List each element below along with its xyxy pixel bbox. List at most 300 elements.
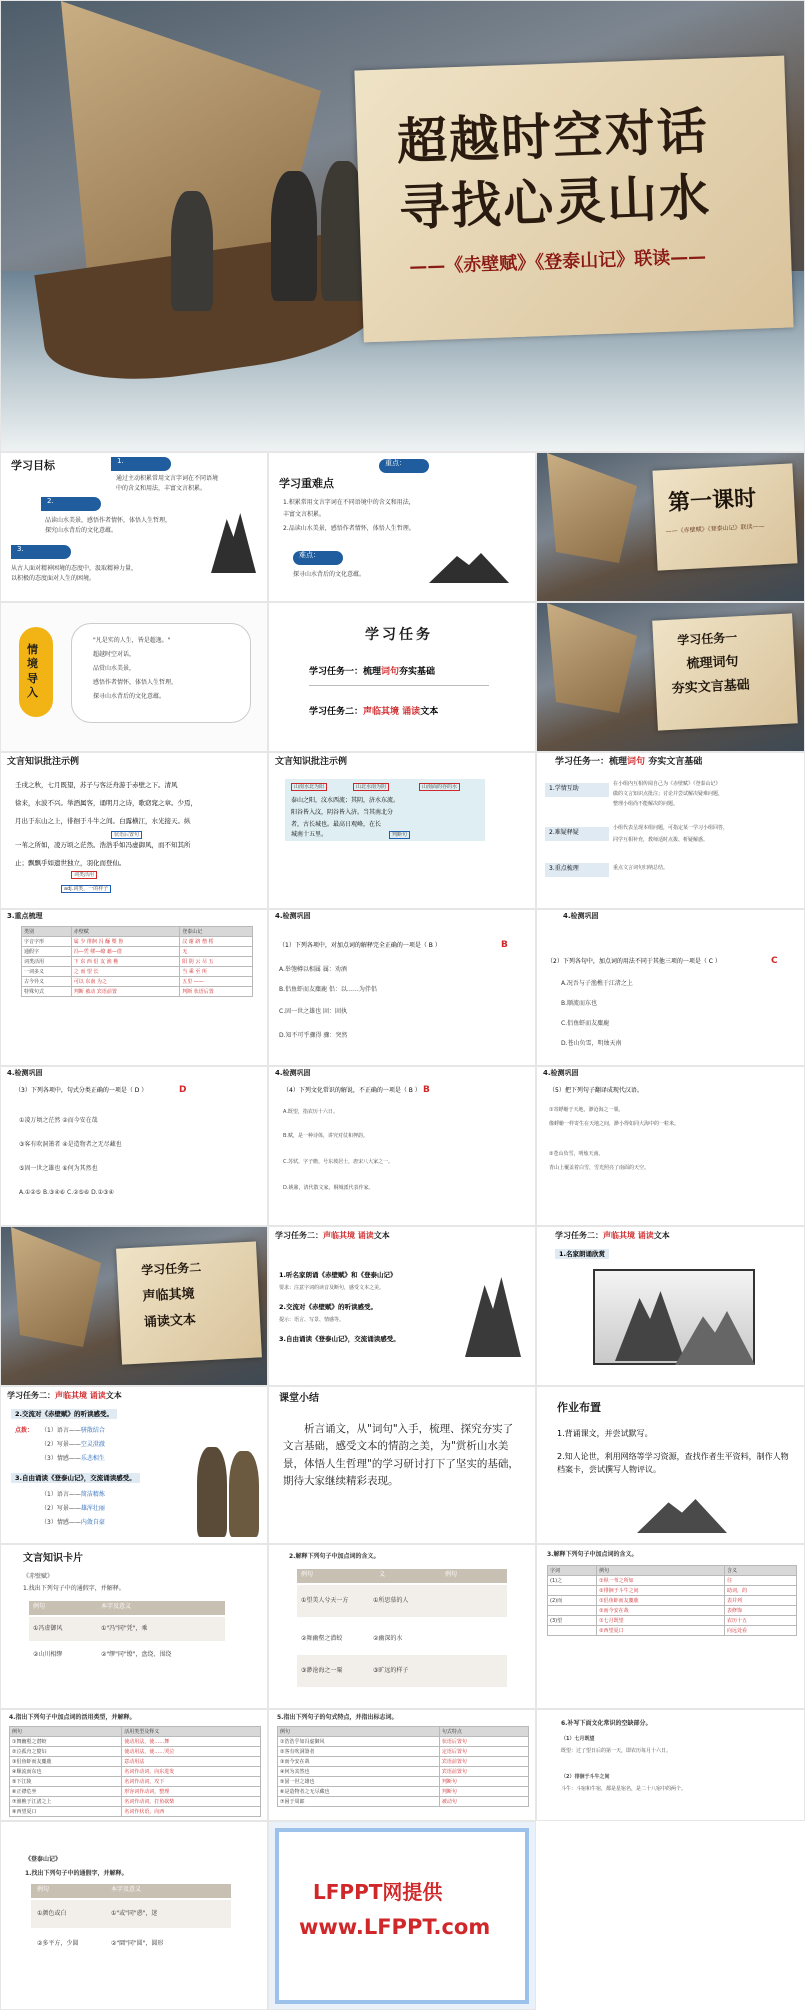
feedback-heading: 学习任务二：声临其境 诵读文本	[7, 1391, 122, 1400]
feedback-p2: （2）写景——空灵澄澈	[41, 1441, 105, 1448]
quiz3-answer: D	[179, 1085, 187, 1095]
review-table-row	[22, 967, 253, 977]
slide-quiz-4	[268, 1066, 536, 1226]
slide-task2-cover	[0, 1226, 268, 1386]
annotation2-line-4: 城南十五里。	[291, 831, 328, 838]
annotation1-note-2: 词类活用	[71, 871, 97, 879]
task2-step-3: 3.自由诵读《登泰山记》，交流诵读感受。	[279, 1335, 400, 1343]
card1-col-1: 例句	[33, 1603, 46, 1610]
card5-table	[277, 1726, 529, 1807]
card4-table-cell: ①舞幽壑之潜蛟	[10, 1737, 122, 1747]
card4-table-row	[10, 1777, 261, 1787]
slide-task1-steps	[536, 752, 805, 909]
card3-table-cell: 含义	[725, 1566, 797, 1576]
review-heading: 3.重点梳理	[7, 912, 43, 920]
card2-col-1: 例句	[301, 1571, 314, 1578]
task2-title-3: 诵读文本	[143, 1312, 197, 1331]
card5-table-cell: ⑤固一世之雄也	[278, 1777, 440, 1787]
goal-1a: 通过主动积累常用文言字词在不同语境	[116, 475, 219, 482]
quiz5-translation-2: 青山上覆盖着白雪，雪光照亮了南面的天空。	[549, 1165, 650, 1171]
scholar-figure-2	[229, 1451, 259, 1537]
feedback-sec-3: 3.自由诵读《登泰山记》，交流诵读感受。	[11, 1473, 140, 1483]
slide-homework	[536, 1386, 805, 1544]
goal-2a: 品读山水美景，感悟作者情怀，体悟人生哲理，	[45, 517, 172, 524]
annotation2-line-1: 泰山之阳，汶水西流；其阴，济水东流。	[291, 797, 400, 804]
slide-card-2	[268, 1544, 536, 1709]
slide-card-1	[0, 1544, 268, 1709]
card2-table-header	[297, 1569, 507, 1583]
cover-title-line1: 超越时空对话	[395, 101, 710, 172]
slide-intro	[0, 602, 268, 752]
card2-r2a: ②舞幽壑之潜蛟	[301, 1635, 343, 1642]
step-3-label: 3.重点梳理	[545, 863, 609, 877]
slide-card-5	[268, 1709, 536, 1821]
card4-table-row	[10, 1757, 261, 1767]
slide-lesson-one	[536, 452, 805, 602]
card5-table-cell: 被动句	[439, 1797, 528, 1807]
card3-table-cell	[548, 1626, 597, 1636]
slide-review-table	[0, 909, 268, 1066]
card4-table-row	[10, 1737, 261, 1747]
quiz5-sentence-1: ①寄蜉蝣于天地，渺沧海之一粟。	[549, 1107, 624, 1113]
goal-num-3: 3.	[11, 545, 71, 559]
card3-table-cell: ①七月既望	[597, 1616, 725, 1626]
review-table-cell: 通假字	[22, 947, 72, 957]
card5-table-cell: ③而今安在哉	[278, 1757, 440, 1767]
quiz3-item-2: ③客有吹洞箫者 ④是造物者之无尽藏也	[19, 1141, 122, 1148]
card7-col-1: 例句	[37, 1886, 50, 1893]
card5-table-cell: 例句	[278, 1727, 440, 1737]
card3-table-cell: 助词，的	[725, 1586, 797, 1596]
feedback-sec-2: 2.交流对《赤壁赋》的听读感受。	[11, 1409, 117, 1419]
quiz3-item-3: ⑤固一世之雄也 ⑥何为其然也	[19, 1165, 98, 1172]
card3-table-row	[548, 1616, 797, 1626]
card2-col-3: 例句	[445, 1571, 458, 1578]
annotation1-line-5: 止；飘飘乎如遗世独立，羽化而登仙。	[15, 859, 126, 867]
mountain-decoration	[429, 553, 509, 583]
review-table-row	[22, 947, 253, 957]
quiz4-heading: 4.检测巩固	[275, 1069, 311, 1077]
recitation-heading: 学习任务二：声临其境 诵读文本	[555, 1231, 670, 1240]
card6-p1: （1）七月既望	[561, 1736, 595, 1742]
task1-parchment	[652, 613, 798, 730]
intro-line-3: 品赏山水美景，	[93, 665, 136, 672]
review-table-cell: 阳 阴 云 尽 五	[180, 957, 253, 967]
key-heading: 学习重难点	[279, 477, 334, 490]
card4-table-cell: 活用类型及释义	[122, 1727, 261, 1737]
ink-landscape-decoration	[465, 1277, 521, 1357]
task-2: 学习任务二：声临其境 诵读文本	[309, 707, 439, 717]
review-table-cell: 古今异义	[22, 977, 72, 987]
card5-table-row	[278, 1767, 529, 1777]
card4-table-row	[10, 1807, 261, 1817]
homework-heading: 作业布置	[557, 1401, 601, 1414]
card3-table-row	[548, 1576, 797, 1586]
card5-table-cell: ⑦困于周郎	[278, 1797, 440, 1807]
card1-r2a: ②山川相缪	[33, 1651, 63, 1658]
card2-r2b: ②幽深的水	[373, 1635, 403, 1642]
intro-line-2: 超越时空对话，	[93, 651, 136, 658]
card3-table	[547, 1565, 797, 1636]
summary-heading: 课堂小结	[279, 1393, 319, 1404]
review-table-cell: 之 而 望 长	[71, 967, 179, 977]
card4-task: 4.指出下列句子中加点词的活用类型，并解释。	[9, 1714, 136, 1721]
quiz5-translation-1: 像蜉蝣一样寄生在天地之间，渺小得如同大海中的一粒米。	[549, 1121, 680, 1127]
card1-col-2: 本字及意义	[101, 1603, 132, 1610]
card5-table-row	[278, 1797, 529, 1807]
slide-card-7	[0, 1821, 268, 2010]
card5-table-cell: ②客有吹洞箫者	[278, 1747, 440, 1757]
quiz4-option-a: A.既望，指农历十六日。	[283, 1109, 338, 1115]
review-table-cell: 冯—凭 缪—缭 藉—借	[71, 947, 179, 957]
lesson-title: 第一课时	[667, 485, 757, 516]
card4-table-cell: ⑧西望夏口	[10, 1807, 122, 1817]
feedback-p1: （1）语言——骈散结合	[41, 1427, 105, 1434]
card4-table-cell: 例句	[10, 1727, 122, 1737]
task2-parchment	[116, 1241, 262, 1364]
credit-line-1: LFPPT网提供	[313, 1880, 443, 1904]
card3-table-cell: (3)望	[548, 1616, 597, 1626]
card4-table-cell: ④顺流而东也	[10, 1767, 122, 1777]
annotation2-tag-1: 山南水北为阳	[291, 783, 327, 791]
slide-feedback	[0, 1386, 268, 1544]
slide-card-3	[536, 1544, 805, 1709]
step-2-label: 2.难疑释疑	[545, 827, 609, 841]
video-landscape	[615, 1291, 685, 1361]
card3-table-cell: 农历十五	[725, 1616, 797, 1626]
quiz1-option-a: A.举匏樽以相属 属：劝酒	[279, 966, 347, 973]
card3-table-cell: (2)而	[548, 1596, 597, 1606]
card3-table-cell: 表修饰	[725, 1606, 797, 1616]
step-2-text-2: 同学互相补充，教师适时点拨、析疑解惑。	[613, 837, 709, 843]
card7-r2b: ②"圜"同"圆"，圆形	[111, 1940, 164, 1947]
card5-table-row	[278, 1727, 529, 1737]
task1-title-1: 学习任务一	[676, 630, 738, 648]
step-1-label: 1.学情互助	[545, 783, 609, 797]
intro-tag: 情境导入	[27, 643, 38, 699]
review-table-cell: 判断 状语后置	[180, 987, 253, 997]
quiz2-option-c: C.侣鱼虾而友麋鹿	[561, 1020, 610, 1027]
task-divider	[309, 685, 489, 686]
step-1-text-2: 做的文言知识点批注；讨论并尝试解决疑难问题，	[613, 791, 724, 797]
annotation1-note-1: 状语后置句	[111, 831, 142, 839]
slide-key-points	[268, 452, 536, 602]
card4-table-cell: ⑦渔樵于江渚之上	[10, 1797, 122, 1807]
card5-table-row	[278, 1777, 529, 1787]
card1-task: 1.找出下列句子中的通假字，并解释。	[23, 1585, 125, 1592]
quiz4-option-c: C.苏轼，字子瞻，号东坡居士，唐宋八大家之一。	[283, 1159, 394, 1165]
homework-landscape	[637, 1499, 727, 1533]
card3-table-row	[548, 1596, 797, 1606]
card3-table-row	[548, 1586, 797, 1596]
quiz5-sentence-2: ②苍山负雪，明烛天南。	[549, 1151, 604, 1157]
homework-2: 2.知人论世，利用网络等学习资源，查找作者生平资料，制作人物档案卡，尝试撰写人物评议。	[557, 1452, 789, 1474]
card5-table-row	[278, 1757, 529, 1767]
card3-task: 3.解释下列句子中加点词的含义。	[547, 1551, 638, 1558]
review-table-cell: 五里 ——	[180, 977, 253, 987]
slide-card-6	[536, 1709, 805, 1821]
slide-summary	[268, 1386, 536, 1544]
card2-r1a: ①望美人兮天一方	[301, 1597, 349, 1604]
review-table-row	[22, 927, 253, 937]
task2-steps-heading: 学习任务二：声临其境 诵读文本	[275, 1231, 390, 1240]
annotation2-tag-2: 山北水南为阴	[353, 783, 389, 791]
homework-1: 1.背诵课文，并尝试默写。	[557, 1429, 653, 1438]
empty-slot	[536, 1821, 805, 2010]
goal-num-2: 2.	[41, 497, 101, 511]
slide-tasks	[268, 602, 536, 752]
review-table-row	[22, 937, 253, 947]
slide-card-4	[0, 1709, 268, 1821]
card4-table-cell: 名词作动词，向东进发	[122, 1767, 261, 1777]
card7-r1a: ①颜色或白	[37, 1910, 67, 1917]
card7-col-2: 本字及意义	[111, 1886, 142, 1893]
feedback-q2: （2）写景——雄浑壮丽	[41, 1505, 105, 1512]
annotation1-line-4: 一苇之所如，凌万顷之茫然。浩浩乎如冯虚御风，而不知其所	[15, 841, 191, 849]
card4-table-cell: ⑤下江陵	[10, 1777, 122, 1787]
card1-heading: 文言知识卡片	[23, 1553, 83, 1564]
review-table-cell: 判断 被动 宾语前置	[71, 987, 179, 997]
feedback-q1: （1）语言——简洁精炼	[41, 1491, 105, 1498]
review-table	[21, 926, 253, 997]
card2-r3a: ③渺沧海之一粟	[301, 1667, 343, 1674]
card4-table-row	[10, 1727, 261, 1737]
card2-r1b: ①所思慕的人	[373, 1597, 409, 1604]
card5-table-row	[278, 1737, 529, 1747]
card4-table-row	[10, 1797, 261, 1807]
card4-table-cell: 形容词作动词，整理	[122, 1787, 261, 1797]
quiz1-option-b: B.侣鱼虾而友麋鹿 侣：以……为伴侣	[279, 986, 377, 993]
review-table-cell: 类别	[22, 927, 72, 937]
card1-r1a: ①冯虚御风	[33, 1625, 63, 1632]
quiz2-option-b: B.顺流而东也	[561, 1000, 598, 1007]
task2-sail	[11, 1227, 101, 1347]
goal-1b: 中的含义和用法，丰富文言积累。	[116, 485, 207, 492]
quiz4-option-b: B.赋，是一种诗体，讲究对仗和押韵。	[283, 1133, 369, 1139]
difficulty-text: 探寻山水背后的文化意蕴。	[293, 571, 366, 578]
cover-title-line2: 寻找心灵山水	[398, 167, 713, 238]
card3-table-cell: 表并列	[725, 1596, 797, 1606]
slide-task1-cover	[536, 602, 805, 752]
review-table-cell: 词类活用	[22, 957, 72, 967]
goal-2b: 探究山水背后的文化意蕴。	[45, 527, 118, 534]
task2-step-2-tip: 提示：语言、写景、情感等。	[279, 1317, 345, 1323]
card4-table-cell: 名词作动词，打鱼砍柴	[122, 1797, 261, 1807]
card3-table-cell: 往	[725, 1576, 797, 1586]
card2-task: 2.解释下列句子中加点词的含义。	[289, 1553, 380, 1560]
card5-task: 5.指出下列句子的句式特点，并指出标志词。	[277, 1714, 398, 1721]
card4-table-row	[10, 1787, 261, 1797]
annotation2-tag-4: 判断句	[389, 831, 410, 839]
card4-table	[9, 1726, 261, 1817]
quiz2-heading: 4.检测巩固	[563, 912, 599, 920]
quiz2-option-a: A.况吾与子渔樵于江渚之上	[561, 980, 633, 987]
quiz3-heading: 4.检测巩固	[7, 1069, 43, 1077]
quiz5-question: （5）把下列句子翻译成现代汉语。	[549, 1087, 643, 1094]
card3-table-cell: ②西望夏口	[597, 1626, 725, 1636]
slide-quiz-5	[536, 1066, 805, 1226]
card5-table-cell: 判断句	[439, 1777, 528, 1787]
task1-title-2: 梳理词句	[686, 654, 739, 672]
goals-heading: 学习目标	[11, 459, 55, 472]
review-table-cell: 汶 谢 跻 僧 樗	[180, 937, 253, 947]
card3-table-cell: 例句	[597, 1566, 725, 1576]
card4-table-row	[10, 1747, 261, 1757]
review-table-cell: 登泰山记	[180, 927, 253, 937]
slide-quiz-1	[268, 909, 536, 1066]
card4-table-row	[10, 1767, 261, 1777]
card5-table-cell: 定语后置句	[439, 1747, 528, 1757]
card1-r1b: ①"冯"同"凭"，乘	[101, 1625, 148, 1632]
goal-3a: 从古人面对精神困境的态度中，汲取精神力量，	[11, 565, 138, 572]
card3-table-cell: 字词	[548, 1566, 597, 1576]
review-table-cell: 当 乘 至 所	[180, 967, 253, 977]
card5-table-cell: ⑥是造物者之无尽藏也	[278, 1787, 440, 1797]
card7-r2a: ②多平方，少圆	[37, 1940, 79, 1947]
intro-line-4: 感悟作者情怀，体悟人生哲理，	[93, 679, 178, 686]
card6-p1-text: 既望：过了望日后的第一天，即农历每月十六日。	[561, 1748, 672, 1754]
card5-table-row	[278, 1787, 529, 1797]
cover-parchment	[354, 56, 793, 343]
goal-num-1: 1.	[111, 457, 171, 471]
video-landscape-2	[675, 1311, 755, 1365]
annotation2-line-3: 者，古长城也。最高日观峰，在长	[291, 821, 382, 828]
ink-mountain-decoration	[211, 513, 256, 573]
key-2: 2.品读山水美景，感悟作者情怀，体悟人生哲理。	[283, 525, 415, 532]
slide-annotation-2	[268, 752, 536, 909]
steps-heading: 学习任务一：梳理词句 夯实文言基础	[555, 757, 703, 767]
card3-table-row	[548, 1626, 797, 1636]
card3-table-row	[548, 1606, 797, 1616]
card5-table-cell: 句式特点	[439, 1727, 528, 1737]
difficulty-label: 难点：	[293, 551, 343, 565]
card4-table-cell: ③侣鱼虾而友麋鹿	[10, 1757, 122, 1767]
card4-table-cell: 名词作状语，向西	[122, 1807, 261, 1817]
card3-table-cell	[548, 1606, 597, 1616]
task1-sail	[547, 603, 637, 713]
card3-table-cell: ②而今安在哉	[597, 1606, 725, 1616]
card2-r3b: ③旷远的样子	[373, 1667, 409, 1674]
task-1: 学习任务一：梳理词句夯实基础	[309, 667, 436, 677]
card3-table-cell: ①纵一苇之所如	[597, 1576, 725, 1586]
review-table-cell: 一词多义	[22, 967, 72, 977]
step-1-text-3: 整理小组尚不能解决的问题。	[613, 801, 679, 807]
lesson-sail	[547, 453, 637, 563]
quiz2-question: （2）下列各句中，加点词的用法不同于其他三项的一项是（ C ）	[547, 958, 721, 965]
review-table-cell: 字音字形	[22, 937, 72, 947]
cover-slide	[0, 0, 805, 452]
review-table-cell: 特殊句式	[22, 987, 72, 997]
feedback-q3: （3）情感——内敛自豪	[41, 1519, 105, 1526]
card5-table-row	[278, 1747, 529, 1757]
card4-table-cell: 使动用法，使……舞	[122, 1737, 261, 1747]
card4-table-cell: ②泣孤舟之嫠妇	[10, 1747, 122, 1757]
video-frame[interactable]	[593, 1269, 755, 1365]
key-label: 重点：	[379, 459, 429, 473]
review-table-row	[22, 977, 253, 987]
quiz1-option-d: D.知不可乎骤得 骤：突然	[279, 1032, 348, 1039]
card5-table-cell: ①浩浩乎如冯虚御风	[278, 1737, 440, 1747]
card3-table-cell: ①侣鱼虾而友麋鹿	[597, 1596, 725, 1606]
card4-table-cell: 名词作动词，攻下	[122, 1777, 261, 1787]
task2-title-2: 声临其境	[142, 1286, 195, 1305]
review-table-cell: 无	[180, 947, 253, 957]
card6-p2: （2）徘徊于斗牛之间	[561, 1774, 610, 1780]
step-3-text: 重点文言词句归纳总结。	[613, 865, 669, 871]
cover-subtitle: ——《赤壁赋》《登泰山记》联读——	[408, 246, 707, 278]
card2-col-2: 义	[379, 1571, 386, 1578]
card3-table-row	[548, 1566, 797, 1576]
quiz4-option-d: D.姚鼐，清代散文家，桐城派代表作家。	[283, 1185, 374, 1191]
card5-table-cell: 判断句	[439, 1787, 528, 1797]
card3-table-cell: 向远处看	[725, 1626, 797, 1636]
annotation1-line-2: 徐来，水波不兴。举酒属客，诵明月之诗，歌窈窕之章。少焉，	[15, 799, 197, 807]
credit-line-2[interactable]: www.LFPPT.com	[299, 1915, 491, 1939]
review-table-cell: 赤壁赋	[71, 927, 179, 937]
quiz3-options: A.①②⑤ B.③④⑥ C.②⑤⑥ D.①③④	[19, 1189, 114, 1196]
feedback-p3: （3）情感——乐悲相生	[41, 1455, 105, 1462]
review-table-row	[22, 957, 253, 967]
slide-annotation-1	[0, 752, 268, 909]
task2-title-1: 学习任务二	[140, 1260, 202, 1278]
task1-title-3: 夯实文言基础	[671, 677, 751, 697]
summary-text: 析言诵文，从"词句"入手，梳理、探究夯实了文言基础，感受文本的情韵之美，为"赏析山水美景，体悟人生哲理"的学习研讨打下了坚实的基础，期待大家继续精彩表现。	[283, 1423, 519, 1487]
card1-sub: 《赤壁赋》	[23, 1573, 54, 1580]
key-1: 1.积累常用文言字词在不同语境中的含义和用法，	[283, 499, 415, 506]
slide-quiz-3	[0, 1066, 268, 1226]
slide-goals	[0, 452, 268, 602]
tasks-heading: 学习任务	[365, 627, 433, 643]
key-1b: 丰富文言积累。	[283, 511, 326, 518]
annotation1-line-1: 壬戌之秋，七月既望，苏子与客泛舟游于赤壁之下。清风	[15, 781, 178, 789]
card5-table-cell: ④何为其然也	[278, 1767, 440, 1777]
card4-table-cell: ⑥正襟危坐	[10, 1787, 122, 1797]
card3-table-cell: ②徘徊于斗牛之间	[597, 1586, 725, 1596]
annotation2-tag-3: 山南面的谷的水	[419, 783, 460, 791]
card3-table-cell	[548, 1586, 597, 1596]
quiz4-answer: B	[423, 1085, 430, 1095]
quiz2-option-d: D.苍山负雪，明烛天南	[561, 1040, 622, 1047]
step-1-text-1: 在小组内互相传阅自己为《赤壁赋》《登泰山记》	[613, 781, 721, 787]
quiz2-answer: C	[771, 956, 778, 966]
feedback-point-label: 点拨：	[15, 1427, 34, 1434]
annotation2-line-2: 阳谷皆入汶，阴谷皆入济。当其南北分	[291, 809, 394, 816]
annotation2-heading: 文言知识批注示例	[275, 757, 348, 767]
intro-line-5: 探寻山水背后的文化意蕴。	[93, 693, 166, 700]
task2-step-1-req: 要求：注意字词的读音及断句，感受文本之美。	[279, 1285, 385, 1291]
quiz3-item-1: ①凌万顷之茫然 ②而今安在哉	[19, 1117, 98, 1124]
card7-task: 1.找出下列句子中的通假字，并解释。	[25, 1870, 128, 1877]
review-table-cell: 可以 东南 为之	[71, 977, 179, 987]
task2-step-2: 2.交流对《赤壁赋》的听读感受。	[279, 1303, 377, 1311]
card5-table-cell: 宾语前置句	[439, 1757, 528, 1767]
card7-sub: 《登泰山记》	[25, 1856, 62, 1863]
slide-quiz-2	[536, 909, 805, 1066]
card4-table-cell: 意动用法	[122, 1757, 261, 1767]
card3-table-cell: (1)之	[548, 1576, 597, 1586]
quiz1-answer: B	[501, 940, 508, 950]
quiz5-heading: 4.检测巩固	[543, 1069, 579, 1077]
review-table-row	[22, 987, 253, 997]
quiz1-heading: 4.检测巩固	[275, 912, 311, 920]
quiz4-question: （4）下列文化常识的解说，不正确的一项是（ B ）	[283, 1087, 421, 1094]
scholar-figure-1	[197, 1447, 227, 1537]
slide-task2-steps	[268, 1226, 536, 1386]
slide-recitation	[536, 1226, 805, 1386]
annotation1-heading: 文言知识批注示例	[7, 757, 80, 767]
lesson-subtitle: ——《赤壁赋》《登泰山记》联读——	[665, 522, 765, 536]
annotation1-note-3: adj.词类，一的样子	[61, 885, 111, 893]
